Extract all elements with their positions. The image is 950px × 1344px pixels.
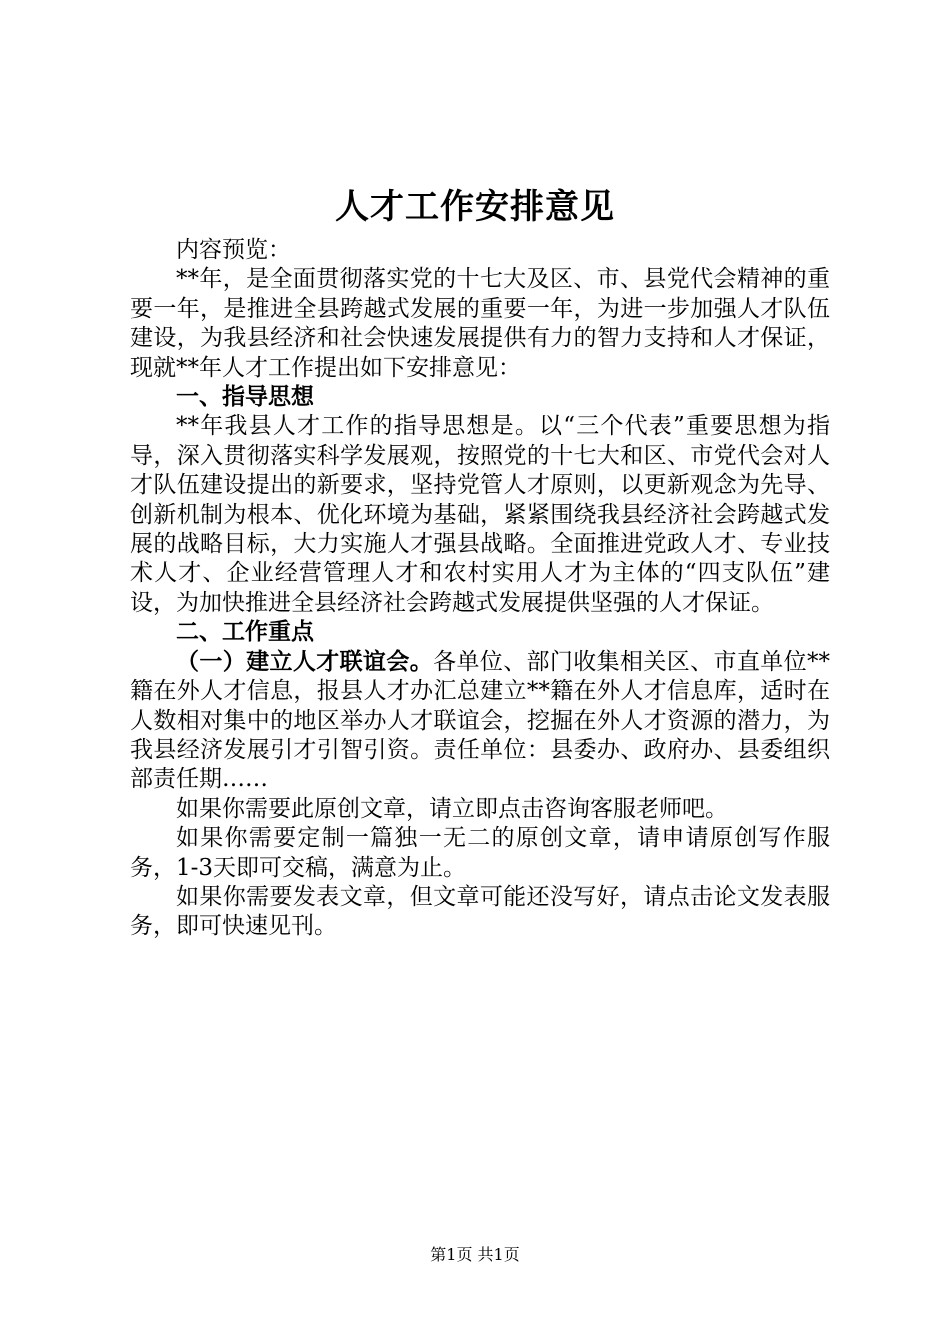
document-title: 人才工作安排意见 bbox=[335, 187, 615, 227]
work-item-1-lead: （一）建立人才联谊会。 bbox=[176, 648, 434, 675]
work-item-1-text: 各单位、部门收集相关区、市直单位**籍在外人才信息，报县人才办汇总建立**籍在外人才信息库，适时在人数相对集中的地区举办人才联谊会，挖掘在外人才资源的潜力，为我县经济发展引才引智引资。责任单位：县委办、政府办、县委组织部责任期…… bbox=[130, 648, 831, 793]
preview-label: 内容预览： bbox=[176, 237, 291, 263]
section-heading-work-focus: 二、工作重点 bbox=[176, 619, 314, 646]
section-heading-guiding-ideology: 一、指导思想 bbox=[176, 384, 314, 411]
promo-publish-link[interactable]: 如果你需要发表文章，但文章可能还没写好，请点击论文发表服务，即可快速见刊。 bbox=[130, 883, 830, 940]
promo-consult-link[interactable]: 如果你需要此原创文章，请立即点击咨询客服老师吧。 bbox=[176, 795, 728, 822]
intro-paragraph: **年，是全面贯彻落实党的十七大及区、市、县党代会精神的重要一年，是推进全县跨越式发展的重要一年，为进一步加强人才队伍建设，为我县经济和社会快速发展提供有力的智力支持和人才保证，现就**年人才工作提出如下安排意见： bbox=[130, 266, 830, 381]
work-item-1-paragraph bbox=[130, 648, 830, 795]
promo-custom-writing-link[interactable]: 如果你需要定制一篇独一无二的原创文章，请申请原创写作服务，1-3天即可交稿，满意为止。 bbox=[130, 825, 830, 881]
document-body bbox=[130, 236, 830, 942]
guiding-ideology-paragraph: **年我县人才工作的指导思想是。以“三个代表”重要思想为指导，深入贯彻落实科学发展观，按照党的十七大和区、市党代会对人才队伍建设提出的新要求，坚持党管人才原则，以更新观念为先导、创新机制为根本、优化环境为基础，紧紧围绕我县经济社会跨越式发展的战略目标，大力实施人才强县战略。全面推进党政人才、专业技术人才、企业经营管理人才和农村实用人才为主体的“四支队伍”建设，为加快推进全县经济社会跨越式发展提供坚强的人才保证。 bbox=[130, 413, 830, 616]
page-footer: 第1页 共1页 bbox=[430, 1245, 520, 1264]
